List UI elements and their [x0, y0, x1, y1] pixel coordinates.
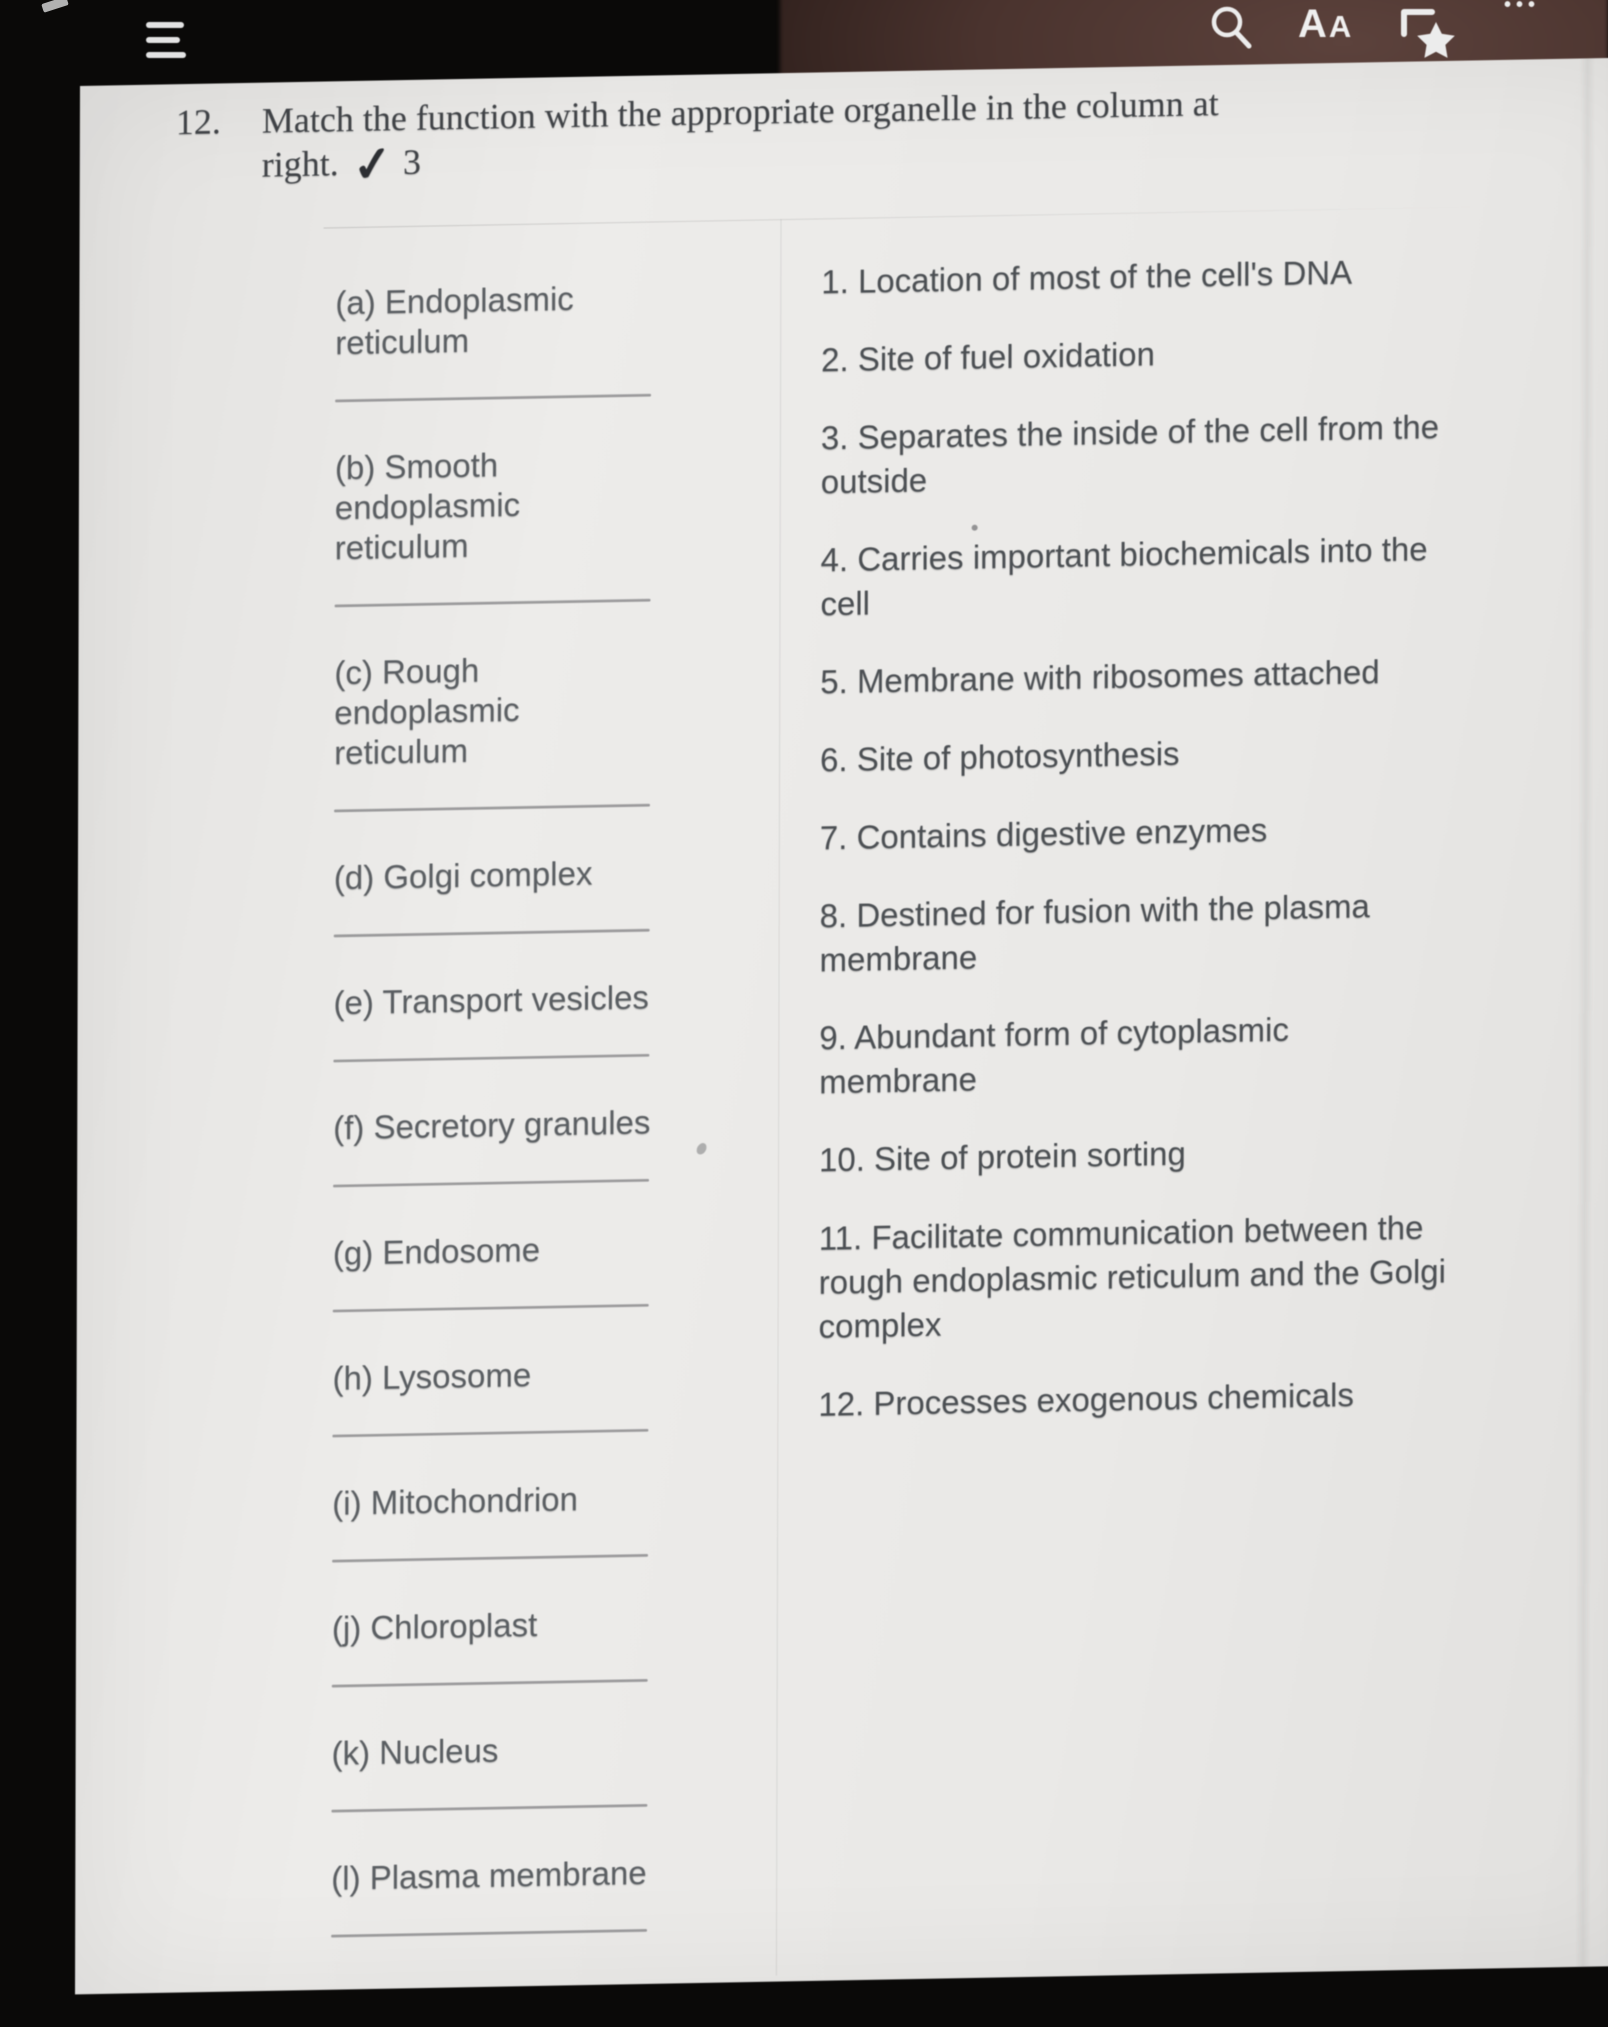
more-options-icon[interactable]: •••: [1504, 0, 1541, 16]
organelle-label: (g) Endosome: [332, 1230, 541, 1272]
function-item: 7. Contains digestive enzymes: [819, 811, 1268, 857]
organelle-item: [332, 1350, 777, 1437]
question-title: [175, 73, 1608, 194]
text-size-icon[interactable]: [1298, 2, 1353, 47]
function-item: 10. Site of protein sorting: [818, 1134, 1186, 1179]
organelle-label: (d) Golgi complex: [333, 854, 593, 897]
answer-blank: [332, 1554, 648, 1563]
reader-toolbar: [0, 0, 1608, 80]
function-item: 11. Facilitate communication between the rough endoplasmic reticulum and the Golgi complex: [818, 1208, 1447, 1345]
organelle-label: (b) Smooth endoplasmic reticulum: [334, 446, 521, 567]
organelle-item: [334, 850, 779, 937]
organelle-column: [319, 219, 782, 1984]
organelle-label: (h) Lysosome: [332, 1355, 532, 1397]
organelle-label: (e) Transport vesicles: [333, 978, 649, 1022]
answer-blank: [333, 1179, 649, 1188]
answer-blank: [335, 599, 651, 608]
answer-blank: [335, 394, 651, 403]
function-item: 2. Site of fuel oxidation: [821, 335, 1156, 379]
function-item: 1. Location of most of the cell's DNA: [821, 253, 1353, 301]
answer-blank: [331, 1804, 647, 1813]
answer-blank: [334, 804, 650, 813]
organelle-label: (j) Chloroplast: [331, 1605, 538, 1647]
organelle-label: (a) Endoplasmic reticulum: [335, 279, 574, 362]
hamburger-menu-icon[interactable]: [146, 22, 190, 62]
answer-blank: [332, 1679, 648, 1688]
answer-blank: [333, 1304, 649, 1313]
matching-table: [319, 203, 1608, 1983]
function-item: 9. Abundant form of cytoplasmic membrane: [819, 1011, 1289, 1101]
function-item: 6. Site of photosynthesis: [820, 734, 1180, 779]
grading-checkmark: ✓: [350, 136, 396, 194]
organelle-item: [335, 440, 780, 607]
function-item: 5. Membrane with ribosomes attached: [820, 653, 1380, 701]
organelle-label: (k) Nucleus: [331, 1731, 499, 1772]
bookmark-star-icon[interactable]: [1396, 4, 1462, 71]
organelle-item: [333, 1100, 778, 1187]
organelle-label: (c) Rough endoplasmic reticulum: [334, 651, 520, 772]
grading-score: 3: [402, 141, 421, 183]
organelle-item: [333, 1225, 778, 1312]
organelle-item: [332, 1600, 777, 1687]
answer-blank: [331, 1929, 647, 1938]
page-content: [75, 57, 1608, 1988]
function-item: 8. Destined for fusion with the plasma membrane: [819, 887, 1370, 979]
search-icon[interactable]: [1204, 0, 1260, 61]
organelle-item: [332, 1475, 777, 1562]
organelle-item: [334, 645, 779, 812]
text-size-label-small: A: [1328, 9, 1354, 44]
question-prompt-text: Match the function with the appropriate organelle in the column at right.: [261, 83, 1219, 185]
organelle-item: [333, 975, 778, 1062]
answer-blank: [334, 929, 650, 938]
organelle-label: (f) Secretory granules: [333, 1103, 651, 1147]
organelle-label: (l) Plasma membrane: [331, 1853, 647, 1897]
function-column: [777, 203, 1608, 1975]
answer-blank: [332, 1429, 648, 1438]
document-page: [75, 57, 1608, 1994]
text-size-label-large: A: [1298, 2, 1329, 46]
organelle-item: [331, 1851, 776, 1938]
organelle-label: (i) Mitochondrion: [332, 1480, 579, 1522]
function-item: 4. Carries important biochemicals into the cell: [820, 530, 1428, 623]
answer-blank: [333, 1054, 649, 1063]
question-number: 12.: [175, 101, 221, 143]
organelle-item: [335, 275, 780, 402]
organelle-item: [331, 1726, 776, 1813]
question-prompt: [261, 77, 1452, 194]
function-item: 12. Processes exogenous chemicals: [818, 1375, 1354, 1423]
function-item: 3. Separates the inside of the cell from the outside: [820, 408, 1440, 501]
